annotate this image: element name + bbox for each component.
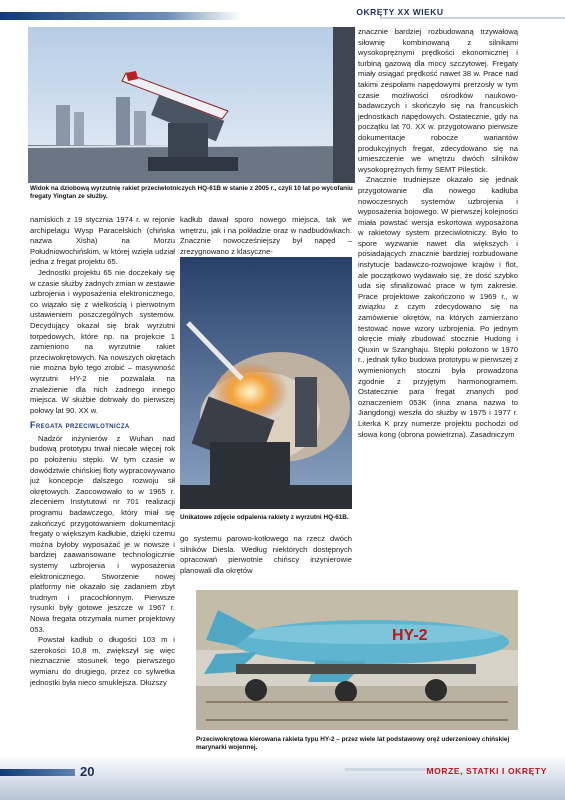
right-column bbox=[358, 27, 518, 440]
middle-paragraph-1: kadłub dawał sporo nowego miejsca, tak we wnętrzu, jak i na pokładzie oraz w nadbudówkach. Znacznie nowocześniejszy był napęd – zrezygnowano z klasyczne- bbox=[180, 215, 352, 256]
header-rule bbox=[380, 17, 565, 19]
header-bar bbox=[0, 12, 240, 20]
caption-top-photo: Widok na dziobową wyrzutnię rakiet przeciwlotniczych HQ-61B w stanie z 2005 r., czyli 10 lat po wycofaniu fregaty Yingtan ze służby. bbox=[30, 185, 353, 200]
caption-middle-photo: Unikatowe zdjęcie odpalenia rakiety z wyrzutni HQ-61B. bbox=[180, 514, 349, 521]
magazine-title: MORZE, STATKI I OKRĘTY bbox=[426, 766, 547, 776]
left-paragraph-1: namiskich z 19 stycznia 1974 r. w rejonie archipelagu Wysp Paracelskich (chińska nazwa Xisha) na Morzu Południowochińskim, w której wzięła udział jedna z fregat projektu 65. bbox=[30, 215, 175, 267]
right-paragraph-2: Znacznie trudniejsze okazało się jednak przygotowanie dla nowego kadłuba nowoczesnych systemów uzbrojenia i wyposażenia bojowego. W pierwszej kolejności miała powstać wersja eskortowa wyposażona w rakietowy system przeciwlotniczy. Było to spore wyzwanie nawet dla większych i posiadających znacznie bardziej rozbudowane instytucje badawczo-rozwojowe krajów i flot, ale początkowo wydawało się, że dość szybko uda się sfinalizować prace w tym zakresie. Prace projektowe zakończono w 1969 r., w związku z czym zdecydowano się na zamówienie okrętów, na których zamierzano testować nowe wzory uzbrojenia. Po jednym okręcie miały zbudować stocznie Hudong i Qiuxin w Szanghaju. Stępki położono w 1970 r., jednak tylko budowa prototypu w pierwszej z wymienionych stoczni była prowadzona zgodnie z przyjętym harmonogramem. Ostatecznie para fregat znanych pod oznaczeniem 053K (inna znana nazwa to Jiangdong) weszła do służby w 1975 i 1977 r. Literka K przy numerze projektu pochodzi od słowa kong (obrona powietrzna). Zasadniczym bbox=[358, 175, 518, 439]
left-column bbox=[30, 215, 175, 688]
caption-bottom-photo: Przeciwokrętowa kierowana rakieta typu HY-2 – przez wiele lat podstawowy oręż uderzeniowy chińskiej marynarki wojennej. bbox=[196, 736, 510, 751]
middle-paragraph-2: go systemu parowo-kotłowego na rzecz dwóch silników Diesla. Według niektórych dostępnych opracowań pierwotnie chińscy inżynierowie planowali dla okrętów bbox=[180, 534, 352, 575]
section-heading: Fregata przeciwlotnicza bbox=[30, 420, 130, 431]
photo-hq61b-launcher bbox=[28, 27, 355, 183]
middle-column-bottom bbox=[180, 534, 352, 576]
left-paragraph-2: Jednostki projektu 65 nie doczekały się w czasie służby żadnych zmian w zestawie uzbrojenia i wyposażenia elektronicznego, co wiązało się z wielkością i pierwotnym ustawieniem poszczególnych systemów. Decydujący okazał się brak wyrzutni torpedowych, które np. na projekcie 1 zamieniono na wyrzutnie rakiet przeciwokrętowych. Na nowszych okrętach nie można było tego zrobić – masywność wyrzutni HY-2 nie pozwalała na znalezienie dla nich żadnego innego miejsca. W służbie dotrwały do pierwszej połowy lat 90. XX w. bbox=[30, 267, 175, 415]
left-paragraph-3: Nadzór inżynierów z Wuhan nad budową prototypu trwał niecałe więcej rok po położeniu stępki. W tym czasie w dowództwie chińskiej floty wypracowywano już koncepcje dalszego rozwoju sił okrętowych. Zaocowowało to w 1965 r. zleceniem Instytutowi nr 701 realizacji programu badawczego, który miał się zakończyć przygotowaniem dokumentacji fregaty o większym kadłubie, dzięki czemu można byłoby wyposażać je w nowsze i bardziej zaawansowane technologicznie systemy uzbrojenia i wyposażenia elektronicznego. Stworzenie nowej platformy nie okazało się zadaniem zbyt trudnym i pracochłonnym. Pierwsze rysunki były gotowe jeszcze w 1967 r. Nowa fregata otrzymała numer projektowy 053. bbox=[30, 433, 175, 634]
left-paragraph-4: Powstał kadłub o długości 103 m i szerokości 10,8 m, zwiększył się więc nieznacznie stosunek tego pierwszego wymiaru do drugiego, przez co sylwetka jednostki była nieco smuklejsza. Dłuższy bbox=[30, 635, 175, 687]
photo-missile-launch bbox=[180, 257, 352, 509]
footer-bar bbox=[0, 769, 75, 776]
running-header: OKRĘTY XX WIEKU bbox=[356, 7, 444, 17]
right-paragraph-1: znacznie bardziej rozbudowaną trzywałową siłownię kombinowaną z silnikami wysokoprężnymi prędkości ekonomicznej i turbiną gazową dla mocy szczytowej. Fregaty miały osiągać prędkość nawet 38 w. Prace nad takimi zespołami napędowymi prerzosły w tym czasie możliwości ośrodków naukowo-badawczych i skończyło się na francuskich jednostkach napędowych. Ostatecznie, gdy na początku lat 70. XX w. przygotowano pierwsze dokumentacje robocze wariantów produkcyjnych fregat, zdecydowano się na umieszczenie we wnętrzu dwóch silników wysokoprężnych firmy SEMT Pilestick. bbox=[358, 27, 518, 174]
middle-column-top bbox=[180, 215, 352, 257]
page-number: 20 bbox=[80, 764, 95, 779]
photo-hy2-missile bbox=[196, 590, 518, 730]
missile-marking: HY-2 bbox=[392, 627, 428, 644]
